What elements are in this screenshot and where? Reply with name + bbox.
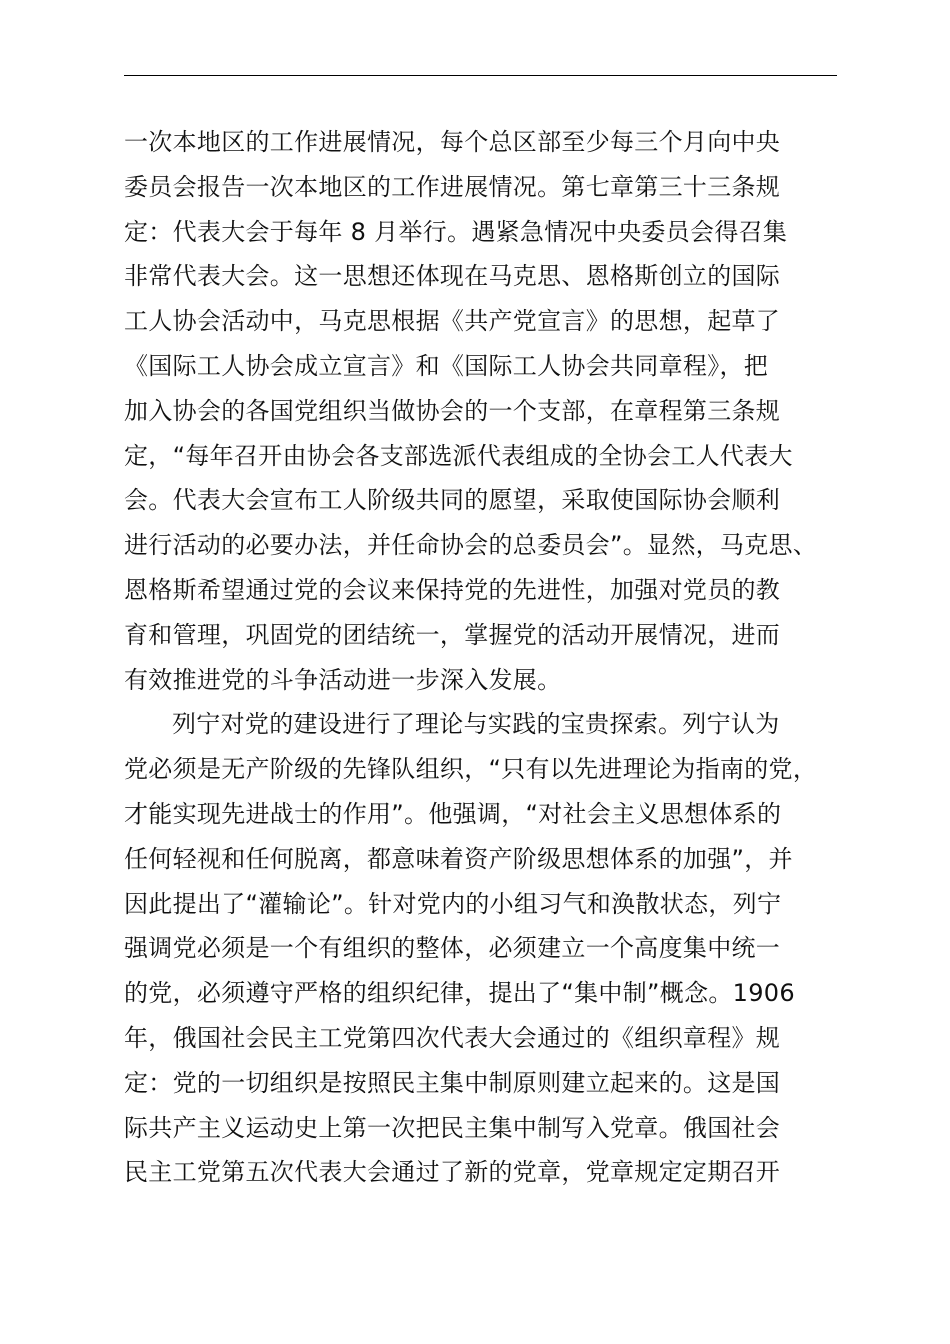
text-line: 育和管理，巩固党的团结统一，掌握党的活动开展情况，进而 (124, 620, 781, 649)
text-line: 恩格斯希望通过党的会议来保持党的先进性，加强对党员的教 (124, 575, 781, 604)
text-line: 定：党的一切组织是按照民主集中制原则建立起来的。这是国 (124, 1068, 781, 1097)
text-line: 进行活动的必要办法，并任命协会的总委员会”。显然，马克思、 (124, 531, 818, 560)
text-line: 委员会报告一次本地区的工作进展情况。第七章第三十三条规 (124, 172, 781, 201)
text-line: 才能实现先进战士的作用”。他强调，“对社会主义思想体系的 (124, 799, 782, 828)
paragraph-start-line: 列宁对党的建设进行了理论与实践的宝贵探索。列宁认为 (172, 710, 780, 739)
header-rule (124, 75, 837, 76)
text-line: 定，“每年召开由协会各支部选派代表组成的全协会工人代表大 (124, 441, 793, 470)
text-line: 非常代表大会。这一思想还体现在马克思、恩格斯创立的国际 (124, 262, 781, 291)
text-line: 任何轻视和任何脱离，都意味着资产阶级思想体系的加强”，并 (124, 844, 793, 873)
text-line: 工人协会活动中，马克思根据《共产党宣言》的思想，起草了 (124, 307, 781, 336)
text-line: 因此提出了“灌输论”。针对党内的小组习气和涣散状态，列宁 (124, 889, 782, 918)
text-line: 党必须是无产阶级的先锋队组织，“只有以先进理论为指南的党， (124, 755, 818, 784)
text-line: 年，俄国社会民主工党第四次代表大会通过的《组织章程》规 (124, 1023, 781, 1052)
text-line: 《国际工人协会成立宣言》和《国际工人协会共同章程》，把 (124, 351, 769, 380)
text-line: 强调党必须是一个有组织的整体，必须建立一个高度集中统一 (124, 934, 781, 963)
text-line: 一次本地区的工作进展情况，每个总区部至少每三个月向中央 (124, 128, 781, 156)
text-line: 会。代表大会宣布工人阶级共同的愿望，采取使国际协会顺利 (124, 486, 781, 515)
text-line: 有效推进党的斗争活动进一步深入发展。 (124, 665, 562, 694)
text-line: 民主工党第五次代表大会通过了新的党章，党章规定定期召开 (124, 1158, 781, 1187)
text-line: 加入协会的各国党组织当做协会的一个支部，在章程第三条规 (124, 396, 781, 425)
text-line: 定：代表大会于每年 8 月举行。遇紧急情况中央委员会得召集 (124, 217, 788, 246)
text-line: 的党，必须遵守严格的组织纪律，提出了“集中制”概念。1906 (124, 979, 795, 1008)
text-line: 际共产主义运动史上第一次把民主集中制写入党章。俄国社会 (124, 1113, 781, 1142)
body-text (124, 120, 854, 1195)
